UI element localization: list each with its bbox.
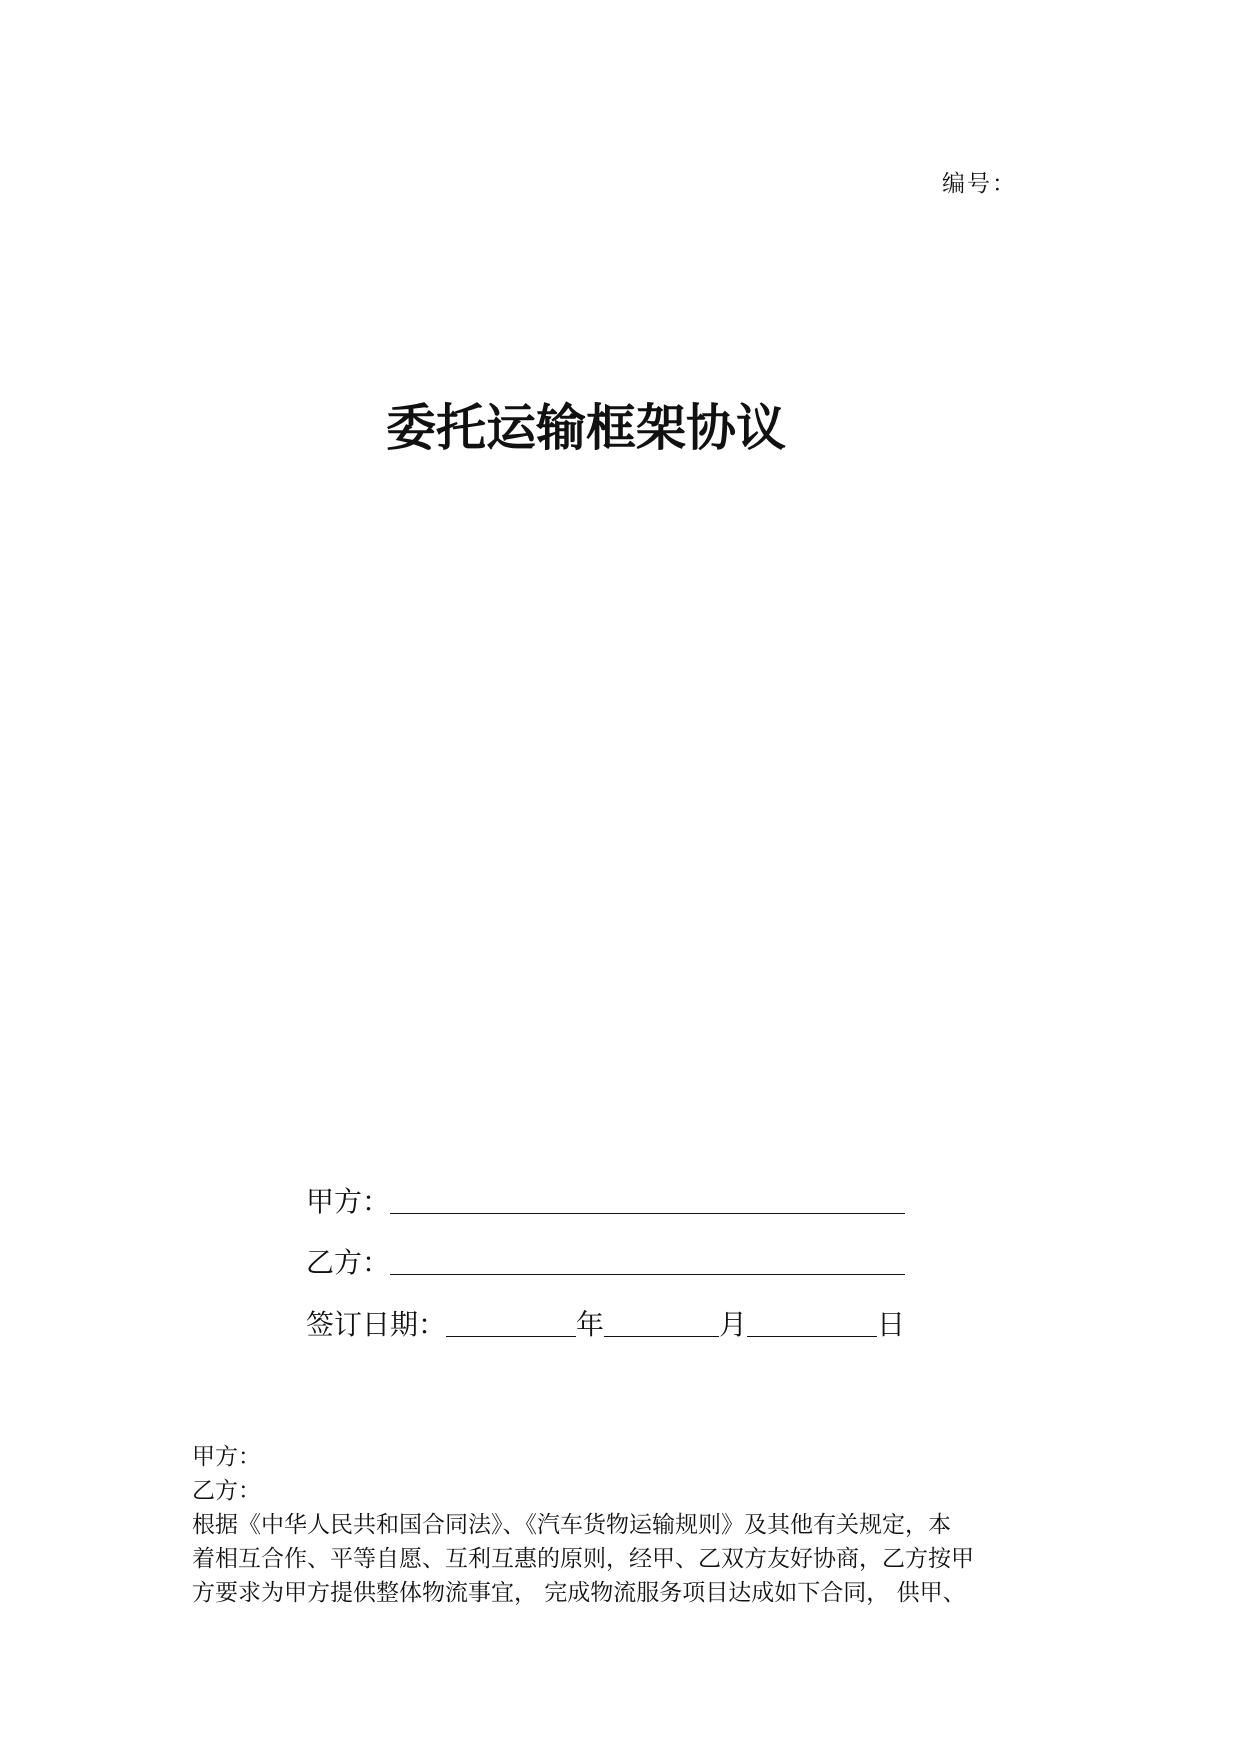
party-a-sign-row: [306, 1180, 905, 1220]
signature-block: [306, 1180, 946, 1350]
party-b-sign-label: 乙方：: [306, 1246, 391, 1279]
document-number-label: 编号：: [942, 171, 1017, 197]
month-blank-line[interactable]: [604, 1306, 719, 1337]
body-paragraph-line: 根据《中华人民共和国合同法》、《汽车货物运输规则》及其他有关规定，本: [192, 1512, 951, 1538]
party-a-sign-label: 甲方：: [306, 1185, 391, 1218]
document-title: 委托运输框架协议: [386, 399, 786, 457]
sign-date-label: 签订日期：: [306, 1308, 447, 1341]
contract-body: [192, 1440, 1047, 1610]
party-b-blank-line[interactable]: [390, 1244, 905, 1275]
body-party-a: 甲方：: [192, 1444, 261, 1470]
month-label: 月: [719, 1308, 748, 1341]
day-label: 日: [877, 1308, 906, 1341]
body-party-b: 乙方：: [192, 1478, 261, 1504]
body-paragraph-line: 着相互合作、平等自愿、互利互惠的原则，经甲、乙双方友好协商，乙方按甲: [192, 1546, 974, 1572]
sign-date-row: [306, 1303, 905, 1343]
day-blank-line[interactable]: [747, 1306, 877, 1337]
body-paragraph-line: 方要求为甲方提供整体物流事宜， 完成物流服务项目达成如下合同， 供甲、: [192, 1580, 966, 1606]
year-label: 年: [576, 1308, 605, 1341]
party-b-sign-row: [306, 1241, 905, 1281]
party-a-blank-line[interactable]: [390, 1183, 905, 1214]
year-blank-line[interactable]: [446, 1306, 576, 1337]
